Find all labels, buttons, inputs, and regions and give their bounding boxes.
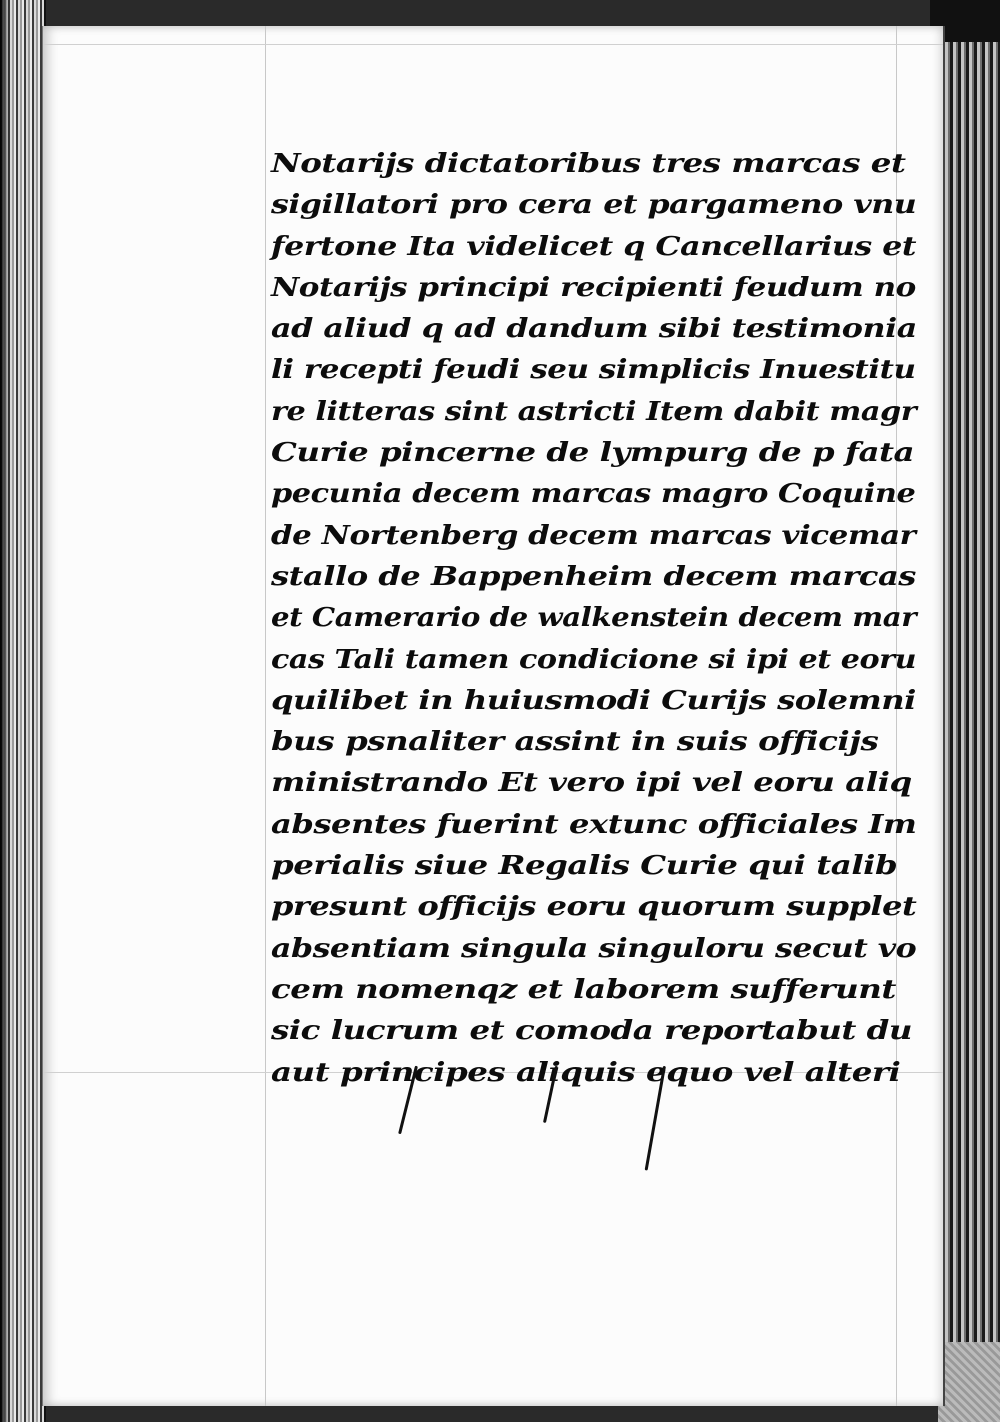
text-line: Notarijs dictatoribus tres marcas et: [271, 149, 906, 179]
text-line: fertone Ita videlicet q Cancellarius et: [271, 231, 917, 262]
text-line: re litteras sint astricti Item dabit magr: [271, 396, 917, 427]
top-ruling: [43, 44, 943, 45]
left-margin-rule: [265, 26, 266, 1406]
text-line: de Nortenberg decem marcas vicemar: [271, 520, 916, 551]
text-line: sigillatori pro cera et pargameno vnu: [271, 190, 917, 221]
manuscript-page: [42, 26, 945, 1406]
text-line: ministrando Et vero ipi vel eoru aliq: [271, 768, 912, 799]
text-line: absentes fuerint extunc officiales Im: [271, 809, 917, 840]
text-line: cem nomenqz et laborem sufferunt: [271, 974, 896, 1005]
text-line: li recepti feudi seu simplicis Inuestitu: [271, 355, 916, 386]
manuscript-text: [271, 144, 916, 1094]
gutter-shadow: [0, 0, 10, 1422]
text-line: sic lucrum et comoda reportabut du: [271, 1016, 913, 1047]
text-line: aut principes aliquis equo vel alteri: [271, 1057, 901, 1088]
text-line: presunt officijs eoru quorum supplet: [271, 892, 917, 923]
text-line: Notarijs principi recipienti feudum no: [271, 272, 916, 303]
text-line: stallo de Bappenheim decem marcas: [271, 561, 916, 592]
text-line: bus psnaliter assint in suis officijs: [271, 727, 879, 758]
text-line: absentiam singula singuloru secut vo: [271, 933, 917, 964]
text-line: pecunia decem marcas magro Coquine: [271, 479, 916, 510]
text-line: Curie pincerne de lympurg de p fata: [271, 438, 915, 469]
text-line: perialis siue Regalis Curie qui talib: [271, 851, 898, 882]
text-line: et Camerario de walkenstein decem mar: [271, 603, 917, 634]
text-line: ad aliud q ad dandum sibi testimonia: [271, 314, 917, 345]
book-cover-edge: [938, 1342, 1000, 1422]
text-line: quilibet in huiusmodi Curijs solemni: [271, 685, 916, 716]
text-line: cas Tali tamen condicione si ipi et eoru: [271, 644, 917, 675]
